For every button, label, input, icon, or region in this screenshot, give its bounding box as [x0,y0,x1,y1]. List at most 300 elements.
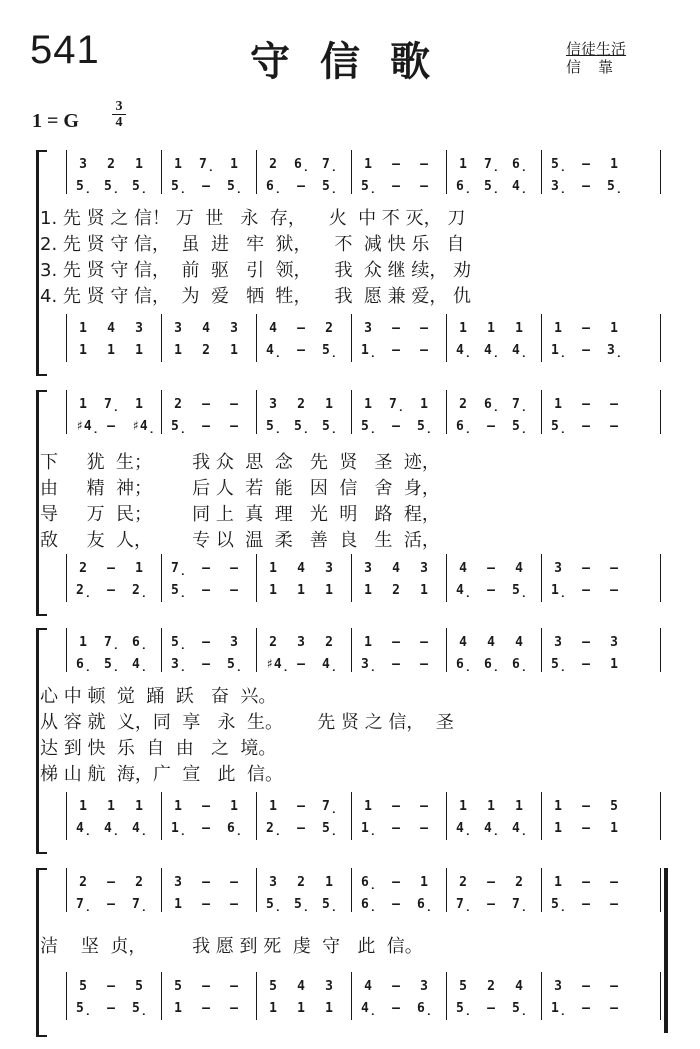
note: 1 [364,635,372,650]
note: 3 [230,321,238,336]
note: – [107,583,115,598]
score-system [0,390,700,612]
note: – [392,343,400,358]
note: – [392,799,400,814]
bar-line [351,390,352,434]
note: 4 [392,561,400,576]
bar-line [541,628,542,672]
bar-line [256,628,257,672]
note: 4 [107,321,115,336]
note: – [202,897,210,912]
note: 1̣ [551,583,567,598]
note: – [230,419,238,434]
bar-line [66,792,67,840]
note: 5 [269,979,277,994]
note: – [202,561,210,576]
bar-line [161,868,162,912]
lyric-line: 导 万 民； 同 上 真 理 光 明 路 程， [40,504,440,525]
note: – [420,179,428,194]
note: 2 [269,157,277,172]
upper-part-row [0,896,700,914]
note: 5̣ [322,419,338,434]
bar-line [351,150,352,194]
note: 3 [610,635,618,650]
note: – [297,179,305,194]
note: 7̣ [389,397,405,412]
note: 1 [610,157,618,172]
bar-line [660,792,661,840]
note: 5̣ [171,583,187,598]
note: – [487,419,495,434]
note: 1 [107,343,115,358]
note: 5̣ [76,1001,92,1016]
bar-line [256,792,257,840]
note: 3 [325,561,333,576]
note: 1 [554,875,562,890]
note: ♯4̣ [76,419,100,434]
note: 4 [202,321,210,336]
hymn-number: 541 [30,28,100,72]
note: 5̣ [227,179,243,194]
note: 4̣ [456,343,472,358]
note: – [107,979,115,994]
bar-line [446,792,447,840]
note: 1 [515,321,523,336]
lower-part-row [0,560,700,578]
score-system [0,628,700,850]
note: – [582,397,590,412]
note: 1 [79,799,87,814]
note: 3 [420,979,428,994]
lyric-line: 1. 先 贤 之 信！ 万 世 永 存， 火 中 不 灭， 刀 [40,208,466,229]
bar-line [66,972,67,1020]
note: 5̣ [512,1001,528,1016]
note: – [202,397,210,412]
note: 1 [364,157,372,172]
note: 3 [269,875,277,890]
note: 2̣ [76,583,92,598]
bar-line [256,868,257,912]
note: – [107,419,115,434]
upper-part-row [0,874,700,892]
lyric-line: 4. 先 贤 守 信， 为 爱 牺 牲， 我 愿 兼 爱， 仇 [40,286,472,307]
bar-line [256,972,257,1020]
note: 2̣ [132,583,148,598]
note: – [487,561,495,576]
note: – [297,321,305,336]
note: – [392,657,400,672]
note: 2 [297,875,305,890]
note: 1 [174,897,182,912]
note: 4̣ [266,343,282,358]
upper-part-row [0,156,700,174]
note: – [392,821,400,836]
note: 2 [174,397,182,412]
note: 1 [230,799,238,814]
note: – [610,875,618,890]
bar-line [446,314,447,362]
note: 2 [325,635,333,650]
note: – [420,799,428,814]
note: 1 [135,397,143,412]
note: 5 [610,799,618,814]
note: 1 [364,397,372,412]
note: 4̣ [484,343,500,358]
note: 5̣ [132,1001,148,1016]
note: 1 [269,1001,277,1016]
note: 1 [325,583,333,598]
note: 4 [515,635,523,650]
lower-part-row [0,978,700,996]
bar-line [660,628,661,672]
final-bar [664,868,668,1033]
note: – [610,583,618,598]
note: – [392,1001,400,1016]
note: 6̣ [484,657,500,672]
note: 1̣ [361,343,377,358]
note: 5̣ [551,419,567,434]
note: 1 [269,561,277,576]
note: – [582,1001,590,1016]
note: – [610,561,618,576]
lyric-line: 由 精 神； 后 人 若 能 因 信 舍 身， [40,478,440,499]
note: 5̣ [551,157,567,172]
bar-line [66,390,67,434]
lower-part-row [0,820,700,838]
note: 1 [79,635,87,650]
credit-theme: 信 靠 [566,58,615,76]
note: – [202,419,210,434]
note: – [107,1001,115,1016]
note: 4 [364,979,372,994]
note: 1 [364,583,372,598]
bar-line [161,150,162,194]
note: 1 [325,397,333,412]
bar-line [446,868,447,912]
note: – [107,875,115,890]
note: 7̣ [104,397,120,412]
note: 5̣ [322,897,338,912]
note: 2 [269,635,277,650]
note: – [202,179,210,194]
note: – [202,799,210,814]
note: 7̣ [322,157,338,172]
note: – [202,821,210,836]
credit-source: 信徒生活 [566,40,627,58]
bar-line [161,390,162,434]
bar-line [541,868,542,912]
note: 7̣ [484,157,500,172]
note: 4̣ [512,343,528,358]
note: 1 [79,397,87,412]
note: – [392,635,400,650]
note: 1 [610,321,618,336]
note: 3 [174,321,182,336]
note: 1 [174,799,182,814]
lower-part-row [0,798,700,816]
note: 5̣ [551,897,567,912]
note: 1 [554,821,562,836]
bar-line [256,314,257,362]
note: 1 [554,397,562,412]
note: – [420,343,428,358]
bar-line [446,390,447,434]
bar-line [66,628,67,672]
bar-line [256,554,257,602]
bar-line [161,792,162,840]
note: 1 [325,875,333,890]
note: 1̣ [361,821,377,836]
bar-line [351,868,352,912]
note: 5̣ [266,897,282,912]
note: 5 [135,979,143,994]
bar-line [541,792,542,840]
bar-line [660,554,661,602]
note: – [392,979,400,994]
note: – [202,635,210,650]
note: – [230,397,238,412]
note: 4 [297,561,305,576]
note: 5 [459,979,467,994]
note: 3̣ [607,343,623,358]
note: 2 [459,875,467,890]
note: 1 [269,799,277,814]
note: – [202,1001,210,1016]
note: 1 [364,799,372,814]
note: 2 [392,583,400,598]
lyric-line: 敌 友 人， 专 以 温 柔 善 良 生 活， [40,530,440,551]
note: 6̣ [484,397,500,412]
note: – [582,979,590,994]
note: 2 [202,343,210,358]
note: 4̣ [132,657,148,672]
note: 2 [325,321,333,336]
note: 1 [459,157,467,172]
note: 1 [420,583,428,598]
note: 3̣ [551,179,567,194]
note: 2 [487,979,495,994]
bar-line [66,314,67,362]
note: – [610,419,618,434]
note: 1 [554,799,562,814]
note: – [582,821,590,836]
note: 2 [297,397,305,412]
bar-line [660,868,661,912]
note: 7̣ [512,897,528,912]
note: – [230,1001,238,1016]
note: 4 [515,561,523,576]
note: 1 [230,343,238,358]
note: 2 [459,397,467,412]
note: – [392,321,400,336]
note: 1 [297,1001,305,1016]
note: 3 [325,979,333,994]
note: 5̣ [322,343,338,358]
note: – [202,979,210,994]
bar-line [66,554,67,602]
note: 4̣ [361,1001,377,1016]
note: 6̣ [456,179,472,194]
note: – [610,397,618,412]
note: 1 [269,583,277,598]
note: 1 [459,799,467,814]
bar-line [660,314,661,362]
time-bottom: 4 [115,115,123,130]
note: – [297,657,305,672]
lyric-line: 达 到 快 乐 自 由 之 境。 [40,738,277,759]
note: – [582,419,590,434]
note: 5̣ [512,583,528,598]
note: – [230,979,238,994]
note: – [230,583,238,598]
note: 5̣ [104,657,120,672]
note: 4 [515,979,523,994]
bar-line [256,390,257,434]
note: 5̣ [484,179,500,194]
note: – [297,821,305,836]
note: – [230,561,238,576]
note: – [582,897,590,912]
note: – [230,897,238,912]
note: – [487,583,495,598]
lower-part-row [0,1000,700,1018]
note: 1 [554,321,562,336]
time-top: 3 [115,99,123,114]
note: 4 [487,635,495,650]
note: 7̣ [76,897,92,912]
note: 6̣ [76,657,92,672]
note: 1 [487,799,495,814]
note: 6̣ [417,897,433,912]
note: 5 [79,979,87,994]
note: 5̣ [322,179,338,194]
note: 3 [79,157,87,172]
note: – [392,875,400,890]
note: 4̣ [456,821,472,836]
note: 5̣ [171,635,187,650]
note: 6̣ [294,157,310,172]
note: 4 [269,321,277,336]
bar-line [66,150,67,194]
note: – [392,157,400,172]
note: 3 [364,321,372,336]
note: 1̣ [171,821,187,836]
bar-line [446,554,447,602]
note: 5̣ [266,419,282,434]
note: 6̣ [417,1001,433,1016]
hymn-title: 守信歌 [250,38,460,85]
note: 1 [325,1001,333,1016]
note: – [230,875,238,890]
note: 3 [554,979,562,994]
note: 1̣ [551,1001,567,1016]
note: 1 [174,157,182,172]
note: – [610,897,618,912]
note: 5̣ [171,419,187,434]
note: – [487,875,495,890]
note: – [487,1001,495,1016]
note: – [582,343,590,358]
note: 6̣ [132,635,148,650]
key-signature: 1 = G [32,110,79,132]
note: 4̣ [484,821,500,836]
upper-part-row [0,396,700,414]
note: 3 [135,321,143,336]
bar-line [161,314,162,362]
note: 1 [487,321,495,336]
bar-line [161,972,162,1020]
note: – [107,897,115,912]
note: 3 [554,561,562,576]
note: 5̣ [417,419,433,434]
note: 5 [174,979,182,994]
note: 7̣ [512,397,528,412]
note: – [392,419,400,434]
lyric-line: 心 中 顿 觉 踊 跃 奋 兴。 [40,686,277,707]
note: 3 [297,635,305,650]
bar-line [351,792,352,840]
note: 1 [174,1001,182,1016]
bar-line [446,150,447,194]
note: – [610,1001,618,1016]
note: – [582,583,590,598]
note: 5̣ [512,419,528,434]
note: – [107,561,115,576]
upper-part-row [0,178,700,196]
bar-line [446,972,447,1020]
bar-line [446,628,447,672]
bar-line [660,972,661,1020]
note: – [582,179,590,194]
note: – [582,657,590,672]
lyric-line: 洁 坚 贞， 我 愿 到 死 虔 守 此 信。 [40,936,423,957]
note: – [582,157,590,172]
bar-line [541,972,542,1020]
note: ♯4̣ [132,419,156,434]
note: 5̣ [294,897,310,912]
note: 3 [554,635,562,650]
note: 4̣ [132,821,148,836]
note: – [610,979,618,994]
note: 3 [420,561,428,576]
note: 5̣ [104,179,120,194]
bar-line [66,868,67,912]
score-system [0,150,700,372]
note: 1̣ [551,343,567,358]
note: 4̣ [456,583,472,598]
note: 6̣ [266,179,282,194]
lyric-line: 3. 先 贤 守 信， 前 驱 引 领， 我 众 继 续， 劝 [40,260,472,281]
note: 4̣ [322,657,338,672]
note: – [420,657,428,672]
note: – [202,583,210,598]
note: 6̣ [456,657,472,672]
bar-line [660,150,661,194]
bar-line [161,554,162,602]
note: 7̣ [199,157,215,172]
lyric-line: 下 犹 生； 我 众 思 念 先 贤 圣 迹， [40,452,440,473]
note: 4̣ [512,821,528,836]
note: 1 [297,583,305,598]
note: 1 [79,321,87,336]
bar-line [351,628,352,672]
note: 4̣ [76,821,92,836]
note: 7̣ [322,799,338,814]
lyric-line: 从 容 就 义，同 享 永 生。 先 贤 之 信， 圣 [40,712,454,733]
note: 1 [135,343,143,358]
bar-line [541,314,542,362]
note: 3̣ [171,657,187,672]
